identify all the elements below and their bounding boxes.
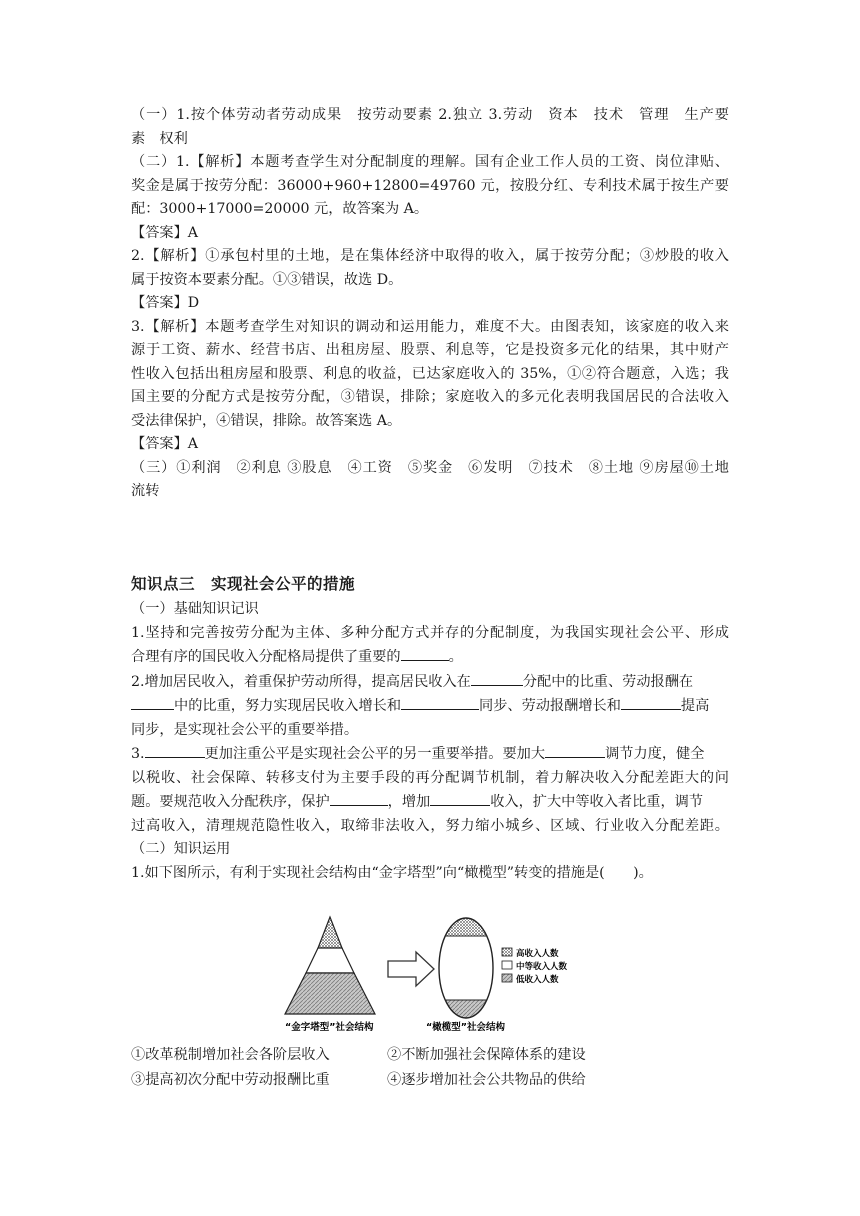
- text-fragment: 更加注重公平是实现社会公平的另一重要举措。要加大: [204, 746, 546, 762]
- text-fragment: 。: [448, 649, 463, 665]
- text-line: 受法律保护，④错误，排除。故答案选 A。: [131, 412, 402, 429]
- text-fragment: ，增加: [387, 794, 431, 810]
- text-line: 奖金是属于按劳分配：36000+960+12800=49760 元，按股分红、专利技术属于按生产要: [131, 177, 729, 194]
- text-fragment: 提高: [680, 698, 710, 714]
- question-stem: 1.如下图所示，有利于实现社会结构由“金字塔型”向“橄榄型”转变的措施是( )。: [131, 864, 653, 881]
- text-fragment: 2.增加居民收入，着重保护劳动所得，提高居民收入在: [131, 673, 471, 690]
- social-structure-figure: [283, 912, 593, 1040]
- fill-blank: [131, 694, 174, 710]
- section-heading: 知识点三 实现社会公平的措施: [131, 575, 356, 593]
- answer-label: 【答案】A: [131, 224, 198, 241]
- text-line: 过高收入，清理规范隐性收入，取缔非法收入，努力缩小城乡、区域、行业收入分配差距。: [131, 817, 729, 834]
- text-line: （一）1.按个体劳动者劳动成果 按劳动要素 2.独立 3.劳动 资本 技术 管理 生产要: [131, 107, 729, 123]
- text-line: 素 权利: [131, 130, 188, 147]
- text-fragment: 题。要规范收入分配秩序，保护: [131, 794, 330, 810]
- text-line: 1.坚持和完善按劳分配为主体、多种分配方式并存的分配制度，为我国实现社会公平、形成: [131, 624, 729, 641]
- legend-label-low: 低收入人数: [516, 975, 559, 985]
- text-line: 配：3000+17000=20000 元，故答案为 A。: [131, 201, 429, 217]
- fill-blank: [621, 694, 681, 710]
- text-fragment: 3.: [131, 746, 145, 762]
- answers-section: [131, 104, 729, 504]
- text-fragment: 调节力度，健全: [605, 746, 705, 762]
- fill-blank: [401, 645, 449, 661]
- olive-caption: “橄榄型”社会结构: [426, 1022, 505, 1033]
- text-line: （三）①利润 ②利息 ③股息 ④工资 ⑤奖金 ⑥发明 ⑦技术 ⑧土地 ⑨房屋⑩土地: [131, 459, 729, 476]
- text-line: 源于工资、薪水、经营书店、出租房屋、股票、利息等，它是投资多元化的结果，其中财产: [131, 342, 729, 358]
- option-1: ①改革税制增加社会各阶层收入: [131, 1047, 330, 1063]
- text-line: 属于按资本要素分配。①③错误，故选 D。: [131, 271, 403, 288]
- legend-swatch-middle: [502, 961, 512, 969]
- knowledge-section: [131, 598, 729, 885]
- pyramid-shape: [285, 917, 375, 1014]
- fill-blank: [330, 790, 388, 806]
- text-fragment: 合理有序的国民收入分配格局提供了重要的: [131, 649, 401, 665]
- text-fragment: 分配中的比重、劳动报酬在: [522, 673, 694, 690]
- text-line: 3.【解析】本题考查学生对知识的调动和运用能力，难度不大。由图表知，该家庭的收入来: [131, 318, 729, 335]
- text-line: 流转: [131, 483, 160, 499]
- text-line: [131, 742, 729, 767]
- arrow-icon: [388, 952, 434, 986]
- text-fragment: 收入，扩大中等收入者比重，调节: [490, 794, 704, 810]
- fill-blank: [145, 742, 205, 758]
- text-line: （二）1.【解析】本题考查学生对分配制度的理解。国有企业工作人员的工资、岗位津贴、: [131, 154, 729, 170]
- option-4: ④逐步增加社会公共物品的供给: [387, 1072, 586, 1088]
- fill-blank: [401, 694, 479, 710]
- legend-label-middle: 中等收入人数: [516, 962, 568, 972]
- text-line: 2.【解析】①承包村里的土地，是在集体经济中取得的收入，属于按劳分配；③炒股的收入: [131, 248, 729, 264]
- fill-blank: [545, 742, 605, 758]
- subsection-title: （一）基础知识记识: [131, 601, 259, 617]
- text-line: 以税收、社会保障、转移支付为主要手段的再分配调节机制，着力解决收入分配差距大的问: [131, 769, 729, 786]
- olive-shape: [433, 912, 503, 1030]
- answer-label: 【答案】D: [131, 295, 200, 311]
- answer-label: 【答案】A: [131, 436, 198, 452]
- text-fragment: 中的比重，努力实现居民收入增长和: [174, 698, 402, 714]
- text-line: [131, 790, 729, 815]
- text-line: 国主要的分配方式是按劳分配，③错误，排除；家庭收入的多元化表明我国居民的合法收入: [131, 389, 729, 405]
- pyramid-caption: “金字塔型”社会结构: [285, 1022, 374, 1033]
- text-line: 同步，是实现社会公平的重要举措。: [131, 721, 359, 738]
- text-line: [131, 694, 729, 719]
- option-3: ③提高初次分配中劳动报酬比重: [131, 1072, 330, 1088]
- legend-swatch-high: [502, 948, 512, 956]
- legend-label-high: 高收入人数: [516, 949, 559, 959]
- text-line: 性收入包括出租房屋和股票、利息的收益，已达家庭收入的 35%，①②符合题意，入选；我: [131, 365, 729, 382]
- text-line: [131, 645, 729, 670]
- text-fragment: 同步、劳动报酬增长和: [479, 698, 621, 714]
- fill-blank: [430, 790, 490, 806]
- text-line: [131, 670, 729, 695]
- option-2: ②不断加强社会保障体系的建设: [387, 1047, 586, 1063]
- figure-svg: [283, 912, 593, 1040]
- fill-blank: [471, 670, 523, 686]
- figure-legend: [502, 948, 568, 985]
- subsection-title: （二）知识运用: [131, 841, 231, 857]
- legend-swatch-low: [502, 974, 512, 982]
